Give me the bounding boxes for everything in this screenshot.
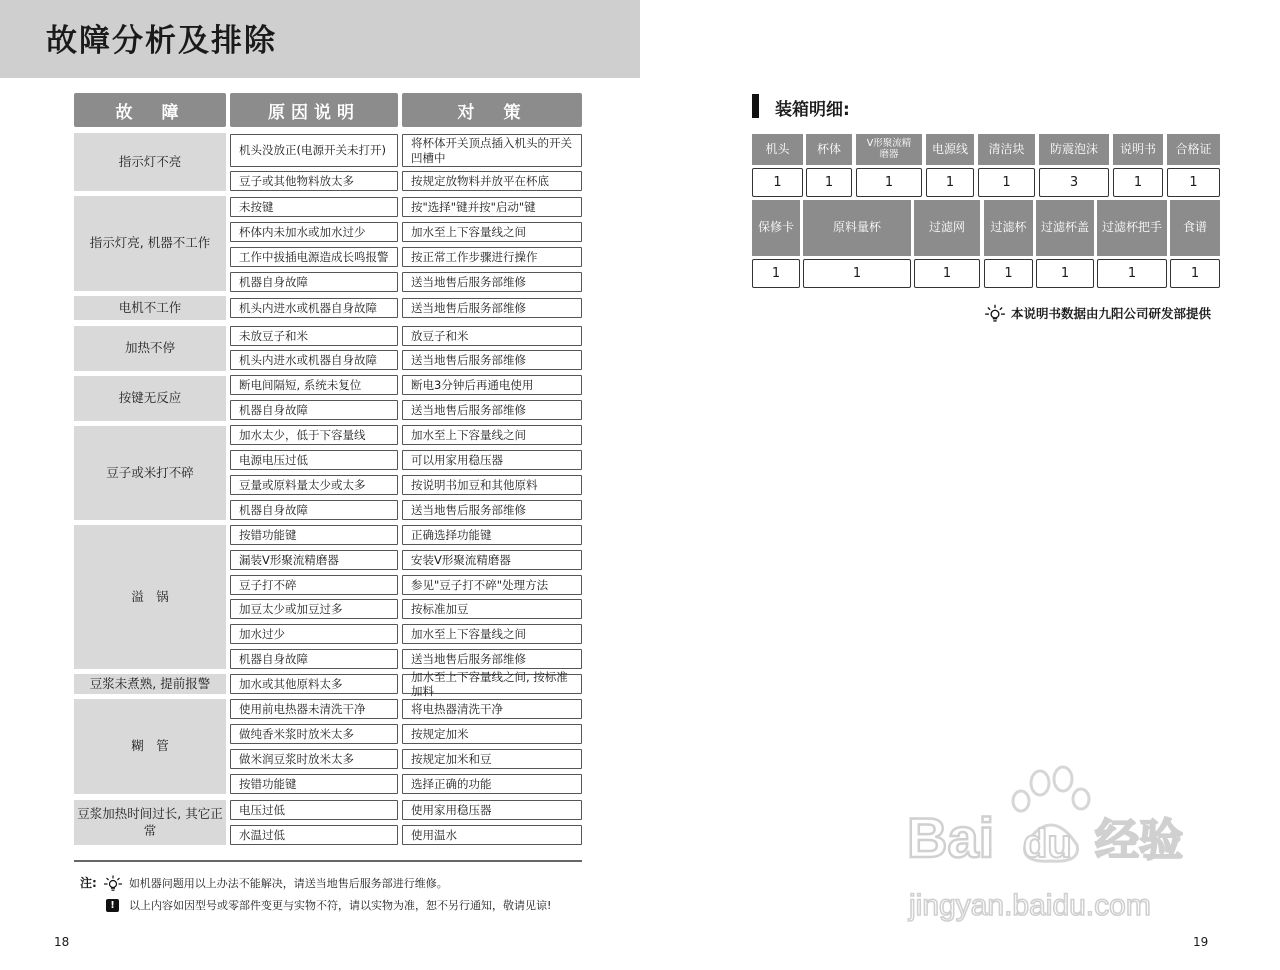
note-text: 如机器问题用以上办法不能解决，请送当地售后服务部进行维修。 — [128, 876, 448, 890]
fix-cell: 送当地售后服务部维修 — [402, 500, 582, 520]
packing-item-label: 过滤杯盖 — [1036, 200, 1094, 256]
cause-cell: 漏装V形聚流精磨器 — [230, 550, 398, 570]
packing-item-label: V形聚流精磨器 — [856, 134, 922, 165]
fix-cell: 加水至上下容量线之间, 按标准加料 — [402, 674, 582, 694]
fault-label: 指示灯亮, 机器不工作 — [74, 196, 226, 291]
packing-qty: 1 — [803, 259, 911, 288]
packing-qty: 1 — [1113, 168, 1163, 197]
fix-cell: 送当地售后服务部维修 — [402, 272, 582, 292]
packing-item-label: 食谱 — [1170, 200, 1220, 256]
packing-item-label: 保修卡 — [752, 200, 800, 256]
packing-item-label: 防震泡沫 — [1039, 134, 1109, 165]
packing-qty: 1 — [978, 168, 1035, 197]
cause-cell: 未按键 — [230, 197, 398, 217]
cause-cell: 豆子打不碎 — [230, 575, 398, 595]
svg-text:经验: 经验 — [1095, 815, 1183, 866]
fix-cell: 按正常工作步骤进行操作 — [402, 247, 582, 267]
bulb-icon — [103, 875, 123, 891]
table-bottom-rule — [74, 860, 582, 862]
fix-cell: 加水至上下容量线之间 — [402, 624, 582, 644]
cause-cell: 机头内进水或机器自身故障 — [230, 298, 398, 318]
packing-item-label: 合格证 — [1167, 134, 1220, 165]
packing-qty: 1 — [1036, 259, 1094, 288]
packing-qty: 1 — [752, 259, 800, 288]
header-fix: 对 策 — [402, 93, 582, 127]
fix-cell: 送当地售后服务部维修 — [402, 350, 582, 370]
fix-cell: 按说明书加豆和其他原料 — [402, 475, 582, 495]
packing-qty: 1 — [926, 168, 974, 197]
packing-title: 装箱明细: — [775, 100, 850, 120]
page-number-right: 19 — [1193, 935, 1209, 949]
cause-cell: 未放豆子和米 — [230, 326, 398, 346]
fix-cell: 使用温水 — [402, 825, 582, 845]
cause-cell: 机头没放正(电源开关未打开) — [230, 134, 398, 167]
fix-cell: 按规定放物料并放平在杯底 — [402, 171, 582, 191]
note-2 — [106, 897, 551, 913]
credit-line — [984, 304, 1211, 322]
fix-cell: 参见"豆子打不碎"处理方法 — [402, 575, 582, 595]
cause-cell: 机器自身故障 — [230, 400, 398, 420]
bulb-icon — [984, 304, 1006, 322]
cause-cell: 加水或其他原料太多 — [230, 674, 398, 694]
packing-item-label: 清洁块 — [978, 134, 1035, 165]
packing-item-label: 机头 — [752, 134, 803, 165]
packing-item-label: 杯体 — [806, 134, 852, 165]
svg-text:du: du — [1023, 822, 1072, 866]
packing-qty: 1 — [806, 168, 852, 197]
packing-qty: 1 — [1097, 259, 1167, 288]
note-1 — [80, 874, 448, 891]
cause-cell: 断电间隔短, 系统未复位 — [230, 375, 398, 395]
fix-cell: 按规定加米和豆 — [402, 749, 582, 769]
cause-cell: 使用前电热器未清洗干净 — [230, 699, 398, 719]
fix-cell: 将杯体开关顶点插入机头的开关凹槽中 — [402, 134, 582, 167]
cause-cell: 机器自身故障 — [230, 272, 398, 292]
cause-cell: 豆子或其他物料放太多 — [230, 171, 398, 191]
fault-label: 豆子或米打不碎 — [74, 426, 226, 520]
fix-cell: 加水至上下容量线之间 — [402, 425, 582, 445]
fix-cell: 正确选择功能键 — [402, 525, 582, 545]
fault-label: 溢 锅 — [74, 525, 226, 669]
fault-label: 糊 管 — [74, 699, 226, 794]
baidu-jingyan-watermark — [905, 765, 1205, 925]
header-cause: 原因说明 — [230, 93, 398, 127]
cause-cell: 杯体内未加水或加水过少 — [230, 222, 398, 242]
cause-cell: 工作中拔插电源造成长鸣报警 — [230, 247, 398, 267]
fix-cell: 按"选择"键并按"启动"键 — [402, 197, 582, 217]
fix-cell: 将电热器清洗干净 — [402, 699, 582, 719]
fault-label: 豆浆加热时间过长, 其它正常 — [74, 800, 226, 845]
cause-cell: 加水过少 — [230, 624, 398, 644]
packing-item-label: 电源线 — [926, 134, 974, 165]
cause-cell: 做纯香米浆时放米太多 — [230, 724, 398, 744]
fix-cell: 送当地售后服务部维修 — [402, 649, 582, 669]
cause-cell: 按错功能键 — [230, 774, 398, 794]
packing-qty: 1 — [752, 168, 803, 197]
fix-cell: 送当地售后服务部维修 — [402, 298, 582, 318]
header-fault: 故 障 — [74, 93, 226, 127]
packing-item-label: 过滤杯把手 — [1097, 200, 1167, 256]
fault-label: 电机不工作 — [74, 296, 226, 320]
svg-text:jingyan.baidu.com: jingyan.baidu.com — [909, 889, 1151, 922]
packing-qty: 1 — [984, 259, 1033, 288]
page-title: 故障分析及排除 — [46, 23, 277, 59]
fix-cell: 加水至上下容量线之间 — [402, 222, 582, 242]
fix-cell: 放豆子和米 — [402, 326, 582, 346]
fix-cell: 选择正确的功能 — [402, 774, 582, 794]
fix-cell: 使用家用稳压器 — [402, 800, 582, 820]
packing-qty: 1 — [856, 168, 922, 197]
section-marker — [752, 94, 759, 118]
packing-item-label: 过滤网 — [914, 200, 980, 256]
cause-cell: 机器自身故障 — [230, 649, 398, 669]
cause-cell: 电压过低 — [230, 800, 398, 820]
cause-cell: 做米润豆浆时放米太多 — [230, 749, 398, 769]
packing-item-label: 说明书 — [1113, 134, 1163, 165]
credit-text: 本说明书数据由九阳公司研发部提供 — [1011, 306, 1212, 321]
packing-qty: 1 — [914, 259, 980, 288]
fault-label: 指示灯不亮 — [74, 133, 226, 191]
fix-cell: 按规定加米 — [402, 724, 582, 744]
cause-cell: 加水太少，低于下容量线 — [230, 425, 398, 445]
cause-cell: 电源电压过低 — [230, 450, 398, 470]
fix-cell: 可以用家用稳压器 — [402, 450, 582, 470]
fault-label: 加热不停 — [74, 326, 226, 371]
fix-cell: 送当地售后服务部维修 — [402, 400, 582, 420]
fix-cell: 断电3分钟后再通电使用 — [402, 375, 582, 395]
page-number-left: 18 — [54, 935, 70, 949]
packing-qty: 1 — [1170, 259, 1220, 288]
fault-label: 按键无反应 — [74, 376, 226, 421]
packing-qty: 3 — [1039, 168, 1109, 197]
fix-cell: 安装V形聚流精磨器 — [402, 550, 582, 570]
warning-icon: ! — [106, 899, 119, 912]
svg-text:Bai: Bai — [907, 806, 995, 869]
note-text: 以上内容如因型号或零部件变更与实物不符，请以实物为准，恕不另行通知，敬请见谅! — [129, 899, 552, 912]
note-label: 注: — [80, 876, 97, 890]
packing-item-label: 原料量杯 — [803, 200, 911, 256]
cause-cell: 水温过低 — [230, 825, 398, 845]
fault-label: 豆浆未煮熟, 提前报警 — [74, 674, 226, 694]
cause-cell: 加豆太少或加豆过多 — [230, 599, 398, 619]
packing-qty: 1 — [1167, 168, 1220, 197]
cause-cell: 按错功能键 — [230, 525, 398, 545]
cause-cell: 机头内进水或机器自身故障 — [230, 350, 398, 370]
cause-cell: 机器自身故障 — [230, 500, 398, 520]
cause-cell: 豆量或原料量太少或太多 — [230, 475, 398, 495]
packing-item-label: 过滤杯 — [984, 200, 1033, 256]
fix-cell: 按标准加豆 — [402, 599, 582, 619]
